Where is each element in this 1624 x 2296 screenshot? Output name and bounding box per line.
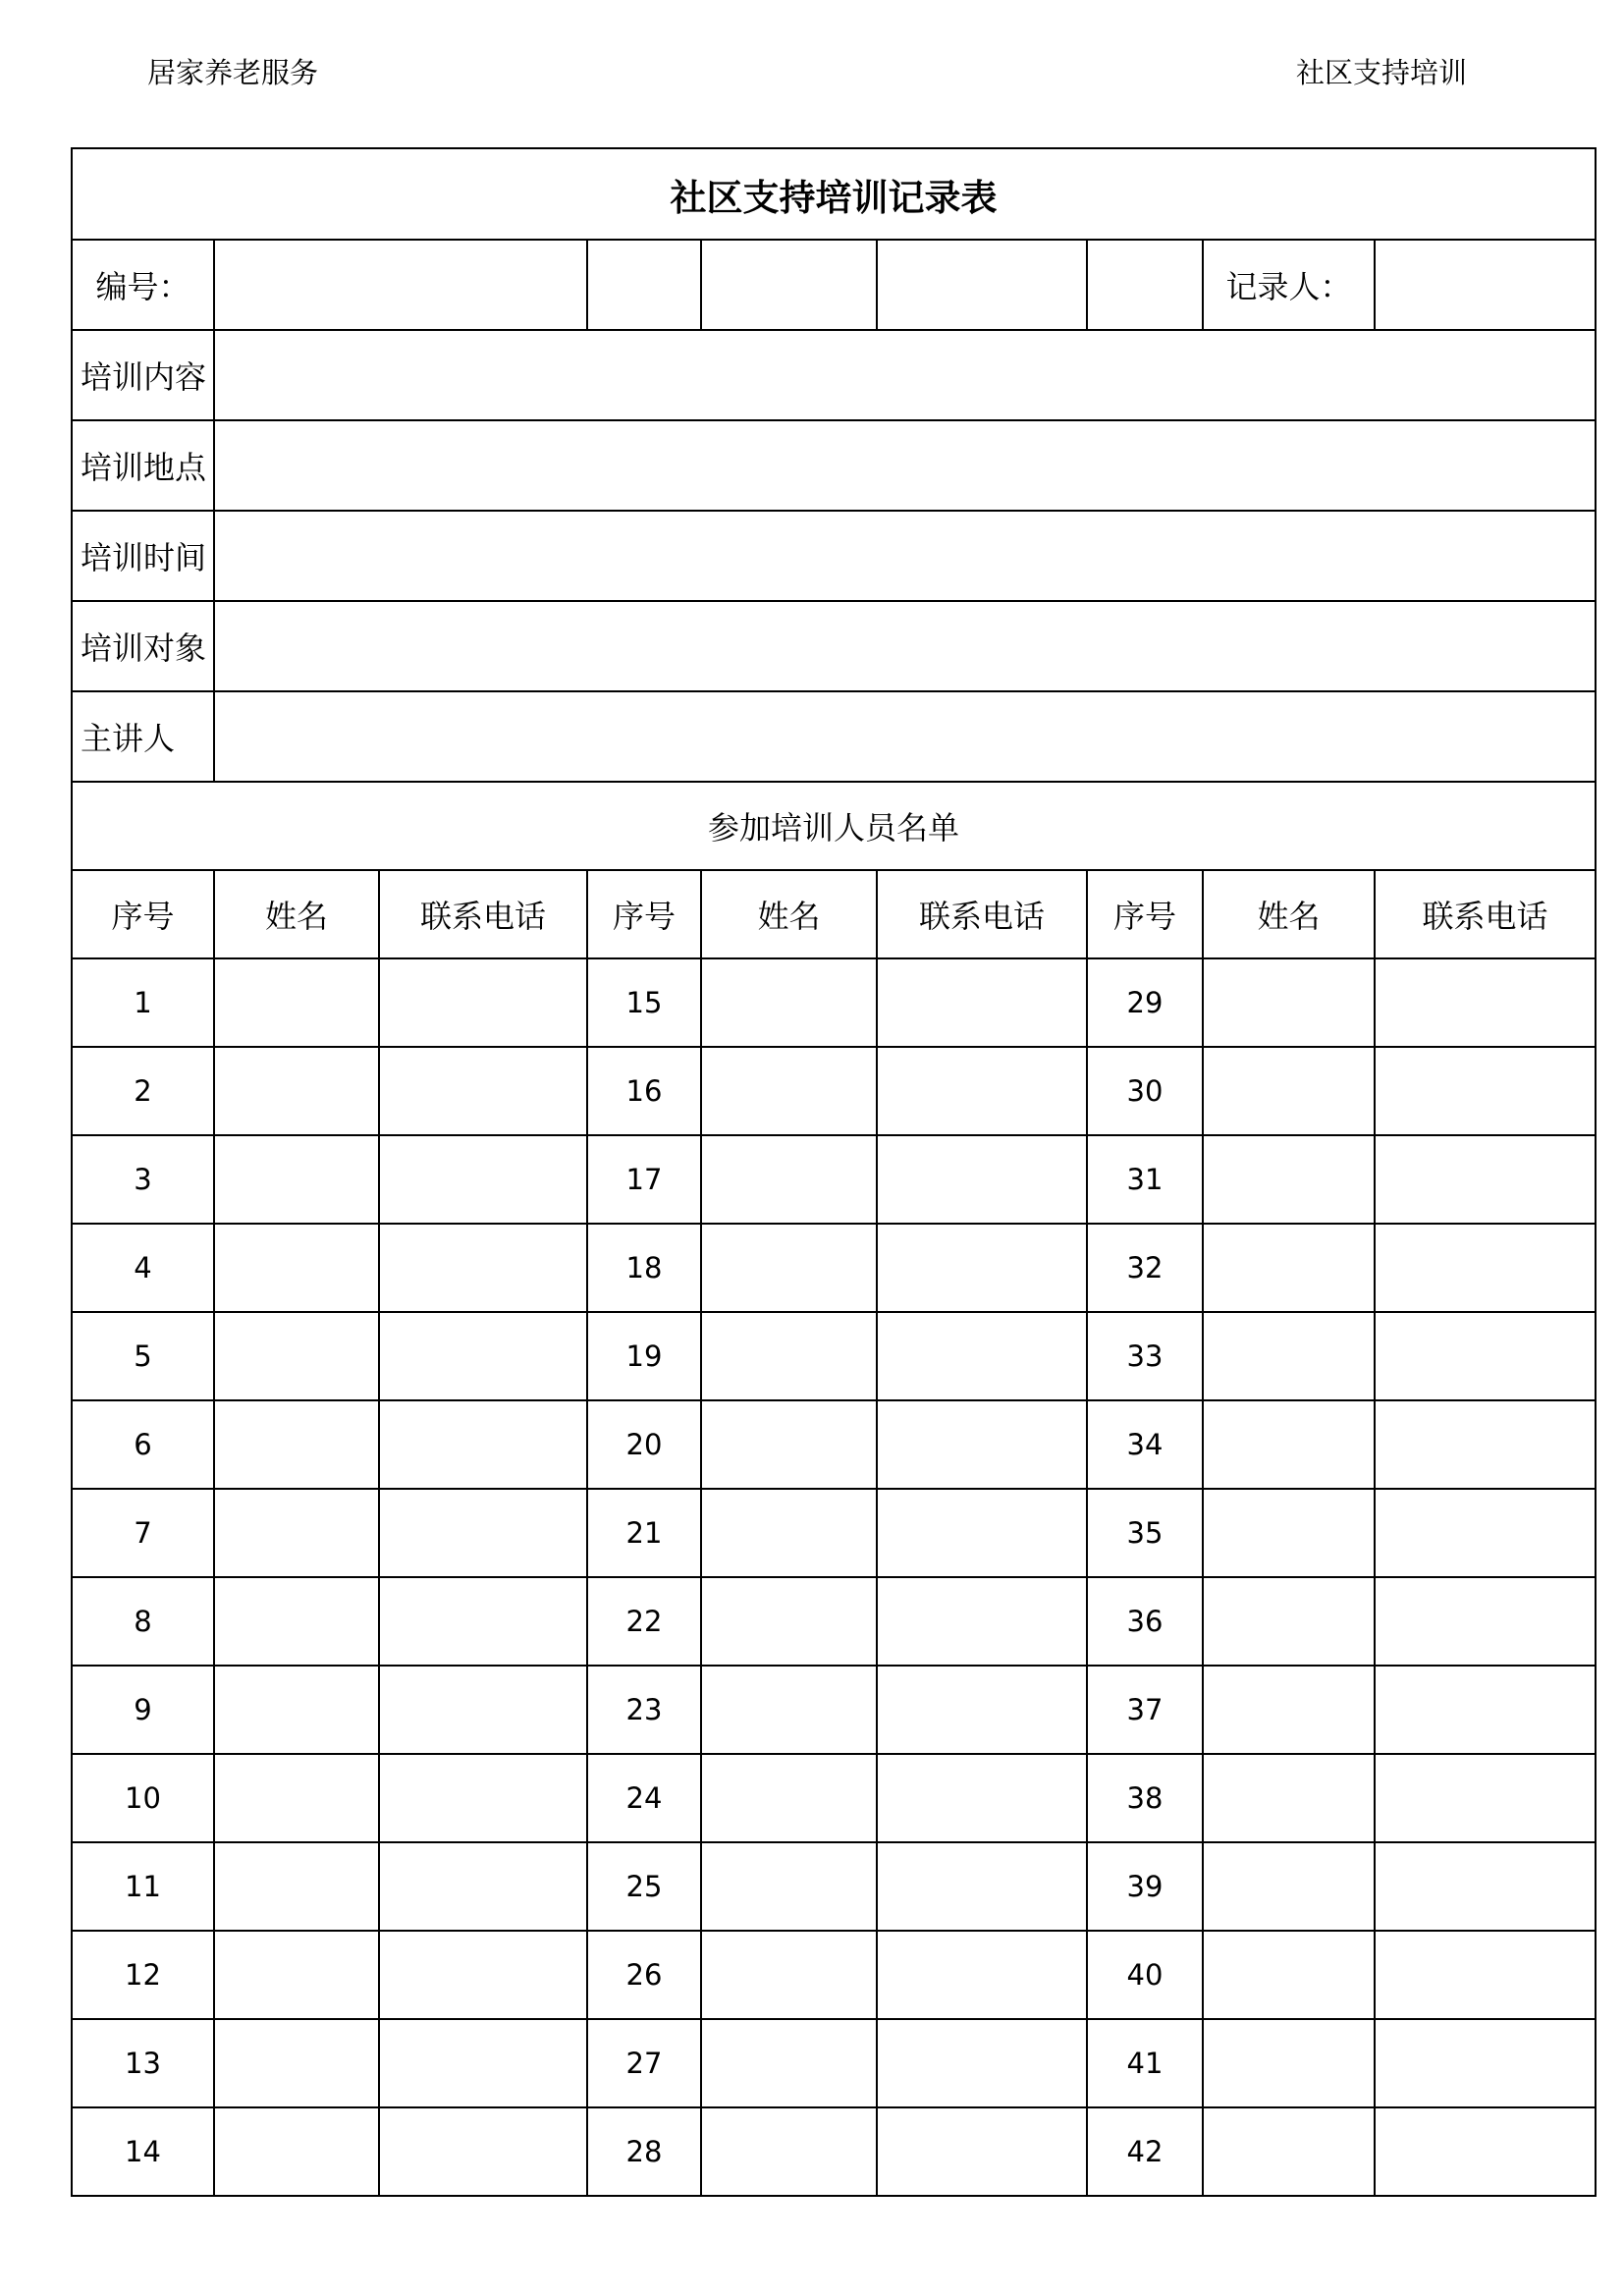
seq-cell: 4 [72, 1224, 214, 1312]
name-cell[interactable] [1203, 1400, 1375, 1489]
phone-cell[interactable] [379, 1666, 587, 1754]
table-row [72, 1489, 1596, 1577]
seq-cell: 20 [587, 1400, 701, 1489]
info-field-3[interactable] [877, 240, 1087, 330]
name-cell[interactable] [701, 1047, 877, 1135]
seq-cell: 12 [72, 1931, 214, 2019]
seq-cell: 2 [72, 1047, 214, 1135]
recorder-label: 记录人： [1203, 240, 1375, 330]
name-cell[interactable] [701, 1754, 877, 1842]
col-header-seq: 序号 [1087, 870, 1203, 958]
name-cell[interactable] [214, 958, 379, 1047]
seq-cell: 10 [72, 1754, 214, 1842]
seq-cell: 14 [72, 2107, 214, 2196]
seq-cell: 9 [72, 1666, 214, 1754]
participants-header-row [72, 870, 1596, 958]
name-cell[interactable] [1203, 1312, 1375, 1400]
name-cell[interactable] [1203, 1754, 1375, 1842]
seq-cell: 13 [72, 2019, 214, 2107]
speaker-label: 主讲人 [72, 691, 214, 782]
phone-cell[interactable] [877, 1842, 1087, 1931]
phone-cell[interactable] [877, 1754, 1087, 1842]
phone-cell[interactable] [1375, 1666, 1596, 1754]
phone-cell[interactable] [877, 1577, 1087, 1666]
name-cell[interactable] [701, 1135, 877, 1224]
name-cell[interactable] [1203, 1135, 1375, 1224]
table-row [72, 1224, 1596, 1312]
seq-cell: 41 [1087, 2019, 1203, 2107]
name-cell[interactable] [214, 1400, 379, 1489]
name-cell[interactable] [701, 1312, 877, 1400]
name-cell[interactable] [701, 1931, 877, 2019]
seq-cell: 15 [587, 958, 701, 1047]
time-field[interactable] [214, 511, 1596, 601]
seq-cell: 32 [1087, 1224, 1203, 1312]
name-cell[interactable] [701, 1400, 877, 1489]
phone-cell[interactable] [877, 1224, 1087, 1312]
table-row [72, 1577, 1596, 1666]
seq-cell: 28 [587, 2107, 701, 2196]
seq-cell: 21 [587, 1489, 701, 1577]
phone-cell[interactable] [877, 1400, 1087, 1489]
name-cell[interactable] [1203, 1224, 1375, 1312]
seq-cell: 29 [1087, 958, 1203, 1047]
audience-label: 培训对象 [72, 601, 214, 691]
seq-cell: 7 [72, 1489, 214, 1577]
name-cell[interactable] [214, 2107, 379, 2196]
name-cell[interactable] [701, 1842, 877, 1931]
seq-cell: 31 [1087, 1135, 1203, 1224]
col-header-phone: 联系电话 [379, 870, 587, 958]
seq-cell: 1 [72, 958, 214, 1047]
seq-cell: 16 [587, 1047, 701, 1135]
seq-cell: 23 [587, 1666, 701, 1754]
phone-cell[interactable] [877, 958, 1087, 1047]
seq-cell: 26 [587, 1931, 701, 2019]
seq-cell: 24 [587, 1754, 701, 1842]
info-field-1[interactable] [587, 240, 701, 330]
table-row [72, 958, 1596, 1047]
phone-cell[interactable] [877, 1047, 1087, 1135]
phone-cell[interactable] [379, 1224, 587, 1312]
number-label: 编号： [72, 240, 214, 330]
seq-cell: 8 [72, 1577, 214, 1666]
name-cell[interactable] [1203, 1047, 1375, 1135]
seq-cell: 17 [587, 1135, 701, 1224]
seq-cell: 36 [1087, 1577, 1203, 1666]
name-cell[interactable] [701, 958, 877, 1047]
table-row [72, 1666, 1596, 1754]
name-cell[interactable] [1203, 1666, 1375, 1754]
content-label: 培训内容 [72, 330, 214, 420]
seq-cell: 33 [1087, 1312, 1203, 1400]
phone-cell[interactable] [877, 1135, 1087, 1224]
seq-cell: 25 [587, 1842, 701, 1931]
phone-cell[interactable] [877, 1666, 1087, 1754]
phone-cell[interactable] [877, 1489, 1087, 1577]
phone-cell[interactable] [379, 1754, 587, 1842]
phone-cell[interactable] [379, 1489, 587, 1577]
name-cell[interactable] [1203, 958, 1375, 1047]
table-row [72, 1312, 1596, 1400]
name-cell[interactable] [214, 1312, 379, 1400]
table-row [72, 1400, 1596, 1489]
seq-cell: 6 [72, 1400, 214, 1489]
table-row [72, 1842, 1596, 1931]
name-cell[interactable] [214, 1224, 379, 1312]
name-cell[interactable] [1203, 2107, 1375, 2196]
seq-cell: 5 [72, 1312, 214, 1400]
phone-cell[interactable] [379, 1047, 587, 1135]
number-field[interactable] [214, 240, 587, 330]
seq-cell: 11 [72, 1842, 214, 1931]
seq-cell: 39 [1087, 1842, 1203, 1931]
name-cell[interactable] [1203, 1931, 1375, 2019]
name-cell[interactable] [214, 1666, 379, 1754]
table-row [72, 1135, 1596, 1224]
phone-cell[interactable] [379, 958, 587, 1047]
name-cell[interactable] [701, 2107, 877, 2196]
phone-cell[interactable] [1375, 1577, 1596, 1666]
seq-cell: 38 [1087, 1754, 1203, 1842]
seq-cell: 35 [1087, 1489, 1203, 1577]
seq-cell: 40 [1087, 1931, 1203, 2019]
phone-cell[interactable] [379, 1312, 587, 1400]
form-title: 社区支持培训记录表 [72, 148, 1596, 240]
name-cell[interactable] [1203, 1489, 1375, 1577]
phone-cell[interactable] [379, 1135, 587, 1224]
phone-cell[interactable] [1375, 2107, 1596, 2196]
col-header-seq: 序号 [587, 870, 701, 958]
phone-cell[interactable] [1375, 2019, 1596, 2107]
seq-cell: 19 [587, 1312, 701, 1400]
participants-section-title: 参加培训人员名单 [72, 782, 1596, 870]
phone-cell[interactable] [1375, 1842, 1596, 1931]
phone-cell[interactable] [1375, 1135, 1596, 1224]
phone-cell[interactable] [877, 2107, 1087, 2196]
seq-cell: 37 [1087, 1666, 1203, 1754]
phone-cell[interactable] [379, 1577, 587, 1666]
seq-cell: 30 [1087, 1047, 1203, 1135]
phone-cell[interactable] [1375, 1312, 1596, 1400]
phone-cell[interactable] [379, 2107, 587, 2196]
phone-cell[interactable] [1375, 1047, 1596, 1135]
seq-cell: 22 [587, 1577, 701, 1666]
seq-cell: 18 [587, 1224, 701, 1312]
name-cell[interactable] [214, 1047, 379, 1135]
table-row [72, 1931, 1596, 2019]
phone-cell[interactable] [877, 2019, 1087, 2107]
name-cell[interactable] [214, 2019, 379, 2107]
training-record-table [71, 147, 1597, 2197]
name-cell[interactable] [1203, 1577, 1375, 1666]
phone-cell[interactable] [1375, 1931, 1596, 2019]
phone-cell[interactable] [379, 2019, 587, 2107]
phone-cell[interactable] [379, 1400, 587, 1489]
phone-cell[interactable] [379, 1842, 587, 1931]
audience-field[interactable] [214, 601, 1596, 691]
seq-cell: 34 [1087, 1400, 1203, 1489]
name-cell[interactable] [1203, 2019, 1375, 2107]
page-header-left: 居家养老服务 [147, 56, 319, 89]
page-header-right: 社区支持培训 [1296, 56, 1468, 89]
info-field-2[interactable] [701, 240, 877, 330]
col-header-name: 姓名 [1203, 870, 1375, 958]
name-cell[interactable] [701, 1489, 877, 1577]
phone-cell[interactable] [1375, 1754, 1596, 1842]
col-header-seq: 序号 [72, 870, 214, 958]
name-cell[interactable] [214, 1931, 379, 2019]
name-cell[interactable] [214, 1754, 379, 1842]
phone-cell[interactable] [1375, 1489, 1596, 1577]
col-header-name: 姓名 [701, 870, 877, 958]
seq-cell: 27 [587, 2019, 701, 2107]
name-cell[interactable] [1203, 1842, 1375, 1931]
name-cell[interactable] [701, 2019, 877, 2107]
phone-cell[interactable] [877, 1312, 1087, 1400]
col-header-name: 姓名 [214, 870, 379, 958]
name-cell[interactable] [214, 1577, 379, 1666]
col-header-phone: 联系电话 [1375, 870, 1596, 958]
phone-cell[interactable] [1375, 958, 1596, 1047]
location-field[interactable] [214, 420, 1596, 511]
table-row [72, 1047, 1596, 1135]
name-cell[interactable] [701, 1224, 877, 1312]
table-row [72, 1754, 1596, 1842]
name-cell[interactable] [214, 1842, 379, 1931]
seq-cell: 3 [72, 1135, 214, 1224]
name-cell[interactable] [701, 1666, 877, 1754]
name-cell[interactable] [214, 1489, 379, 1577]
content-field[interactable] [214, 330, 1596, 420]
phone-cell[interactable] [379, 1931, 587, 2019]
recorder-field[interactable] [1375, 240, 1596, 330]
phone-cell[interactable] [1375, 1400, 1596, 1489]
location-label: 培训地点 [72, 420, 214, 511]
time-label: 培训时间 [72, 511, 214, 601]
seq-cell: 42 [1087, 2107, 1203, 2196]
speaker-field[interactable] [214, 691, 1596, 782]
phone-cell[interactable] [1375, 1224, 1596, 1312]
info-field-4[interactable] [1087, 240, 1203, 330]
table-row [72, 2019, 1596, 2107]
col-header-phone: 联系电话 [877, 870, 1087, 958]
name-cell[interactable] [701, 1577, 877, 1666]
table-row [72, 2107, 1596, 2196]
name-cell[interactable] [214, 1135, 379, 1224]
phone-cell[interactable] [877, 1931, 1087, 2019]
